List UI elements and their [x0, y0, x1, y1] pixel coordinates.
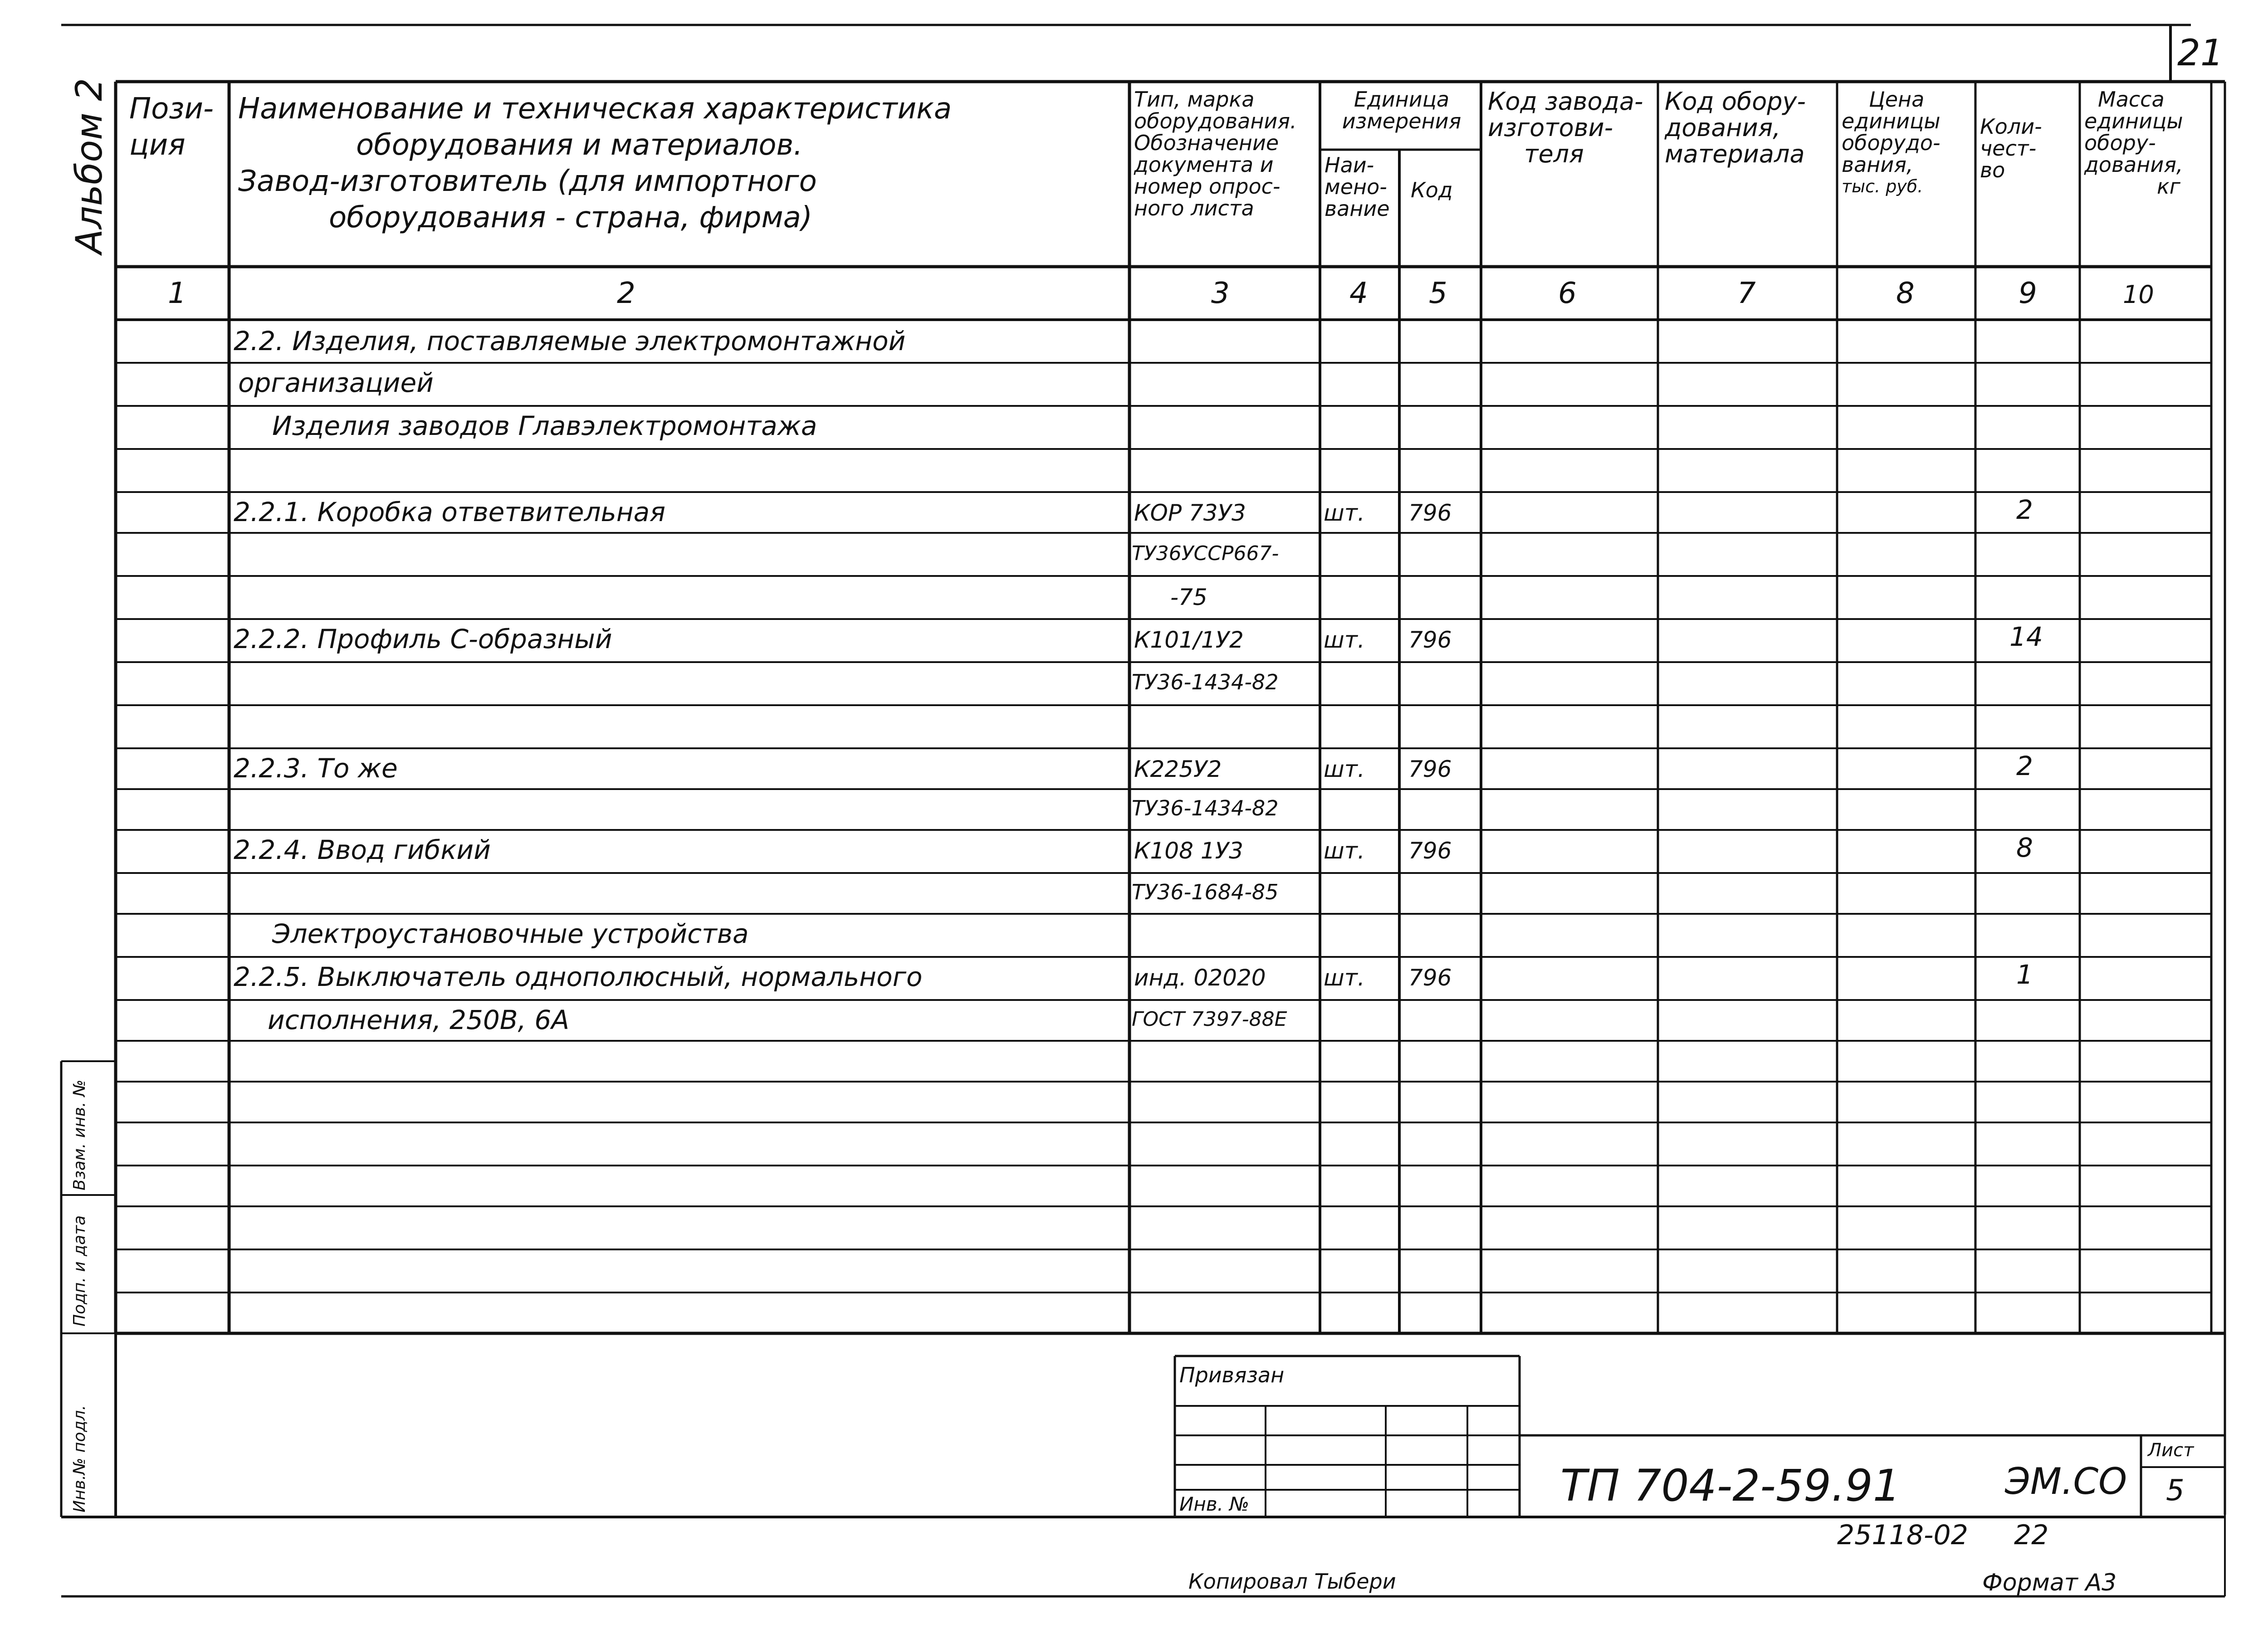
page-number: 21 — [2177, 32, 2224, 74]
header-type: Тип, марка оборудования. Обозначение документа и номер опрос- ного листа — [1134, 87, 1297, 220]
table-row-name: организацией — [238, 367, 434, 398]
table-row-unit: шт. — [1324, 500, 1365, 526]
table-row-qty: 1 — [2016, 959, 2033, 990]
album-label: Альбом 2 — [68, 78, 110, 254]
table-row-name: Изделия заводов Главэлектромонтажа — [272, 410, 817, 441]
table-row-name: 2.2.5. Выключатель однополюсный, нормального — [234, 961, 923, 992]
archive-number: 25118-02 — [1837, 1519, 1968, 1551]
table-row-name: 2.2.4. Ввод гибкий — [234, 834, 491, 865]
header-mass: Масса единицы обору- дования, кг — [2084, 87, 2183, 199]
table-row-code: 796 — [1408, 627, 1452, 653]
document-mark: ЭМ.СО — [2005, 1460, 2127, 1502]
header-unit-code: Код — [1411, 178, 1453, 202]
header-name: Наименование и техническая характеристика оборудования и материалов. Завод-изготовитель (для импортного оборудования - страна, фирма) — [238, 92, 952, 234]
table-row-name: исполнения, 250В, 6А — [268, 1005, 569, 1035]
stamp-vzam-inv: Взам. инв. № — [70, 1079, 89, 1190]
document-code: ТП 704-2-59.91 — [1560, 1460, 1901, 1511]
table-row-code: 796 — [1408, 965, 1452, 991]
header-unit-name: Наи- мено- вание — [1325, 153, 1390, 221]
table-row-name: 2.2.2. Профиль С-образный — [234, 624, 612, 654]
table-row-type: ТУ36-1684-85 — [1132, 880, 1279, 904]
colnum-4: 4 — [1349, 277, 1368, 310]
colnum-1: 1 — [168, 277, 186, 310]
table-row-name: 2.2.1. Коробка ответвительная — [234, 497, 666, 527]
table-row-type: инд. 02020 — [1134, 965, 1266, 991]
table-row-name: 2.2.3. То же — [234, 753, 398, 784]
format-label: Формат А3 — [1982, 1569, 2117, 1596]
archive-page: 22 — [2014, 1519, 2049, 1551]
colnum-6: 6 — [1558, 277, 1577, 310]
header-price: Цена единицы оборудо- вания, тыс. руб. — [1842, 87, 1941, 196]
sheet-label: Лист — [2148, 1440, 2194, 1461]
header-equipment-code: Код обору- дования, материала — [1665, 87, 1806, 168]
header-factory-code: Код завода- изготови- теля — [1488, 87, 1643, 168]
stamp-podp-data: Подп. и дата — [70, 1215, 89, 1327]
header-position: Пози- ция — [129, 92, 214, 162]
colnum-3: 3 — [1211, 277, 1230, 310]
table-row-unit: шт. — [1324, 627, 1365, 653]
table-row-qty: 14 — [2009, 621, 2043, 652]
table-row-unit: шт. — [1324, 756, 1365, 782]
table-row-name: 2.2. Изделия, поставляемые электромонтажной — [234, 326, 906, 356]
table-row-name: Электроустановочные устройства — [272, 918, 749, 949]
stamp-privyazan: Привязан — [1179, 1363, 1285, 1387]
header-unit: Единица измерения — [1342, 87, 1461, 133]
stamp-inv-podl: Инв.№ подл. — [70, 1405, 89, 1512]
colnum-10: 10 — [2123, 280, 2154, 309]
colnum-2: 2 — [617, 277, 635, 310]
table-row-qty: 2 — [2016, 494, 2033, 525]
table-row-code: 796 — [1408, 500, 1452, 526]
table-row-type: ТУ36-1434-82 — [1132, 796, 1279, 820]
table-row-type: К101/1У2 — [1134, 627, 1244, 653]
table-row-unit: шт. — [1324, 965, 1365, 991]
header-quantity: Коли- чест- во — [1980, 114, 2042, 182]
table-row-code: 796 — [1408, 756, 1452, 782]
table-row-type: КОР 73У3 — [1134, 500, 1246, 526]
colnum-5: 5 — [1429, 277, 1447, 310]
copied-by: Копировал Тыбери — [1188, 1569, 1396, 1594]
table-row-qty: 2 — [2016, 751, 2033, 781]
table-row-type: ТУ36УССР667- — [1132, 542, 1279, 565]
table-row-type: -75 — [1170, 584, 1207, 610]
colnum-7: 7 — [1737, 277, 1756, 310]
stamp-inv-no: Инв. № — [1179, 1493, 1250, 1515]
colnum-8: 8 — [1896, 277, 1915, 310]
table-row-type: ТУ36-1434-82 — [1132, 670, 1279, 694]
table-row-type: ГОСТ 7397-88Е — [1132, 1008, 1287, 1031]
table-row-type: К108 1У3 — [1134, 838, 1243, 864]
table-row-qty: 8 — [2016, 832, 2033, 863]
table-row-type: К225У2 — [1134, 756, 1222, 782]
colnum-9: 9 — [2019, 277, 2037, 310]
table-row-unit: шт. — [1324, 838, 1365, 864]
table-row-code: 796 — [1408, 838, 1452, 864]
sheet-number: 5 — [2166, 1474, 2185, 1507]
